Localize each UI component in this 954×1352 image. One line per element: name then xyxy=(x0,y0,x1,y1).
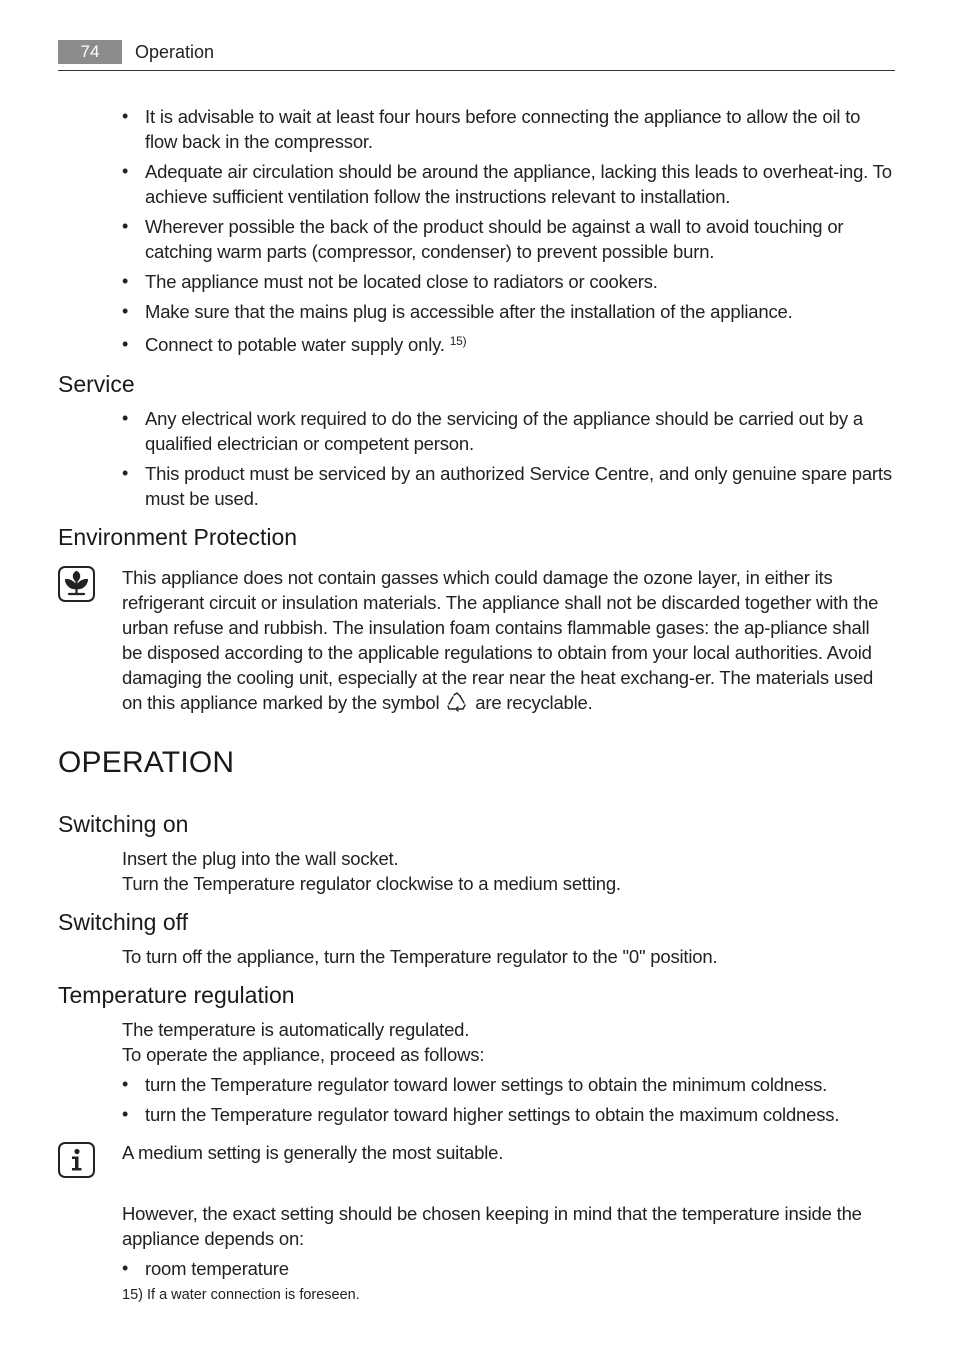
info-note-text: A medium setting is generally the most suitable. xyxy=(122,1142,504,1163)
recycle-icon xyxy=(446,692,468,712)
list-item xyxy=(122,332,897,357)
service-bullet-list xyxy=(122,406,897,516)
temperature-regulation-heading: Temperature regulation xyxy=(58,982,295,1008)
service-heading: Service xyxy=(58,371,135,397)
list-item: • Adequate air circulation should be around the appliance, lacking this leads to overheat-ing. To achieve sufficient ventilation follow the instructions relevant to installation. xyxy=(122,159,897,209)
list-item: • room temperature xyxy=(122,1256,897,1281)
temperature-line: To operate the appliance, proceed as follows: xyxy=(122,1044,485,1065)
switching-off-heading: Switching off xyxy=(58,909,188,935)
environment-heading: Environment Protection xyxy=(58,524,298,550)
installation-bullet-list xyxy=(122,104,897,362)
switching-off-text: To turn off the appliance, turn the Temperature regulator to the "0" position. xyxy=(122,946,718,967)
temperature-bullet-list xyxy=(122,1072,897,1132)
environment-icon xyxy=(58,566,95,602)
temperature-line: The temperature is automatically regulated. xyxy=(122,1019,470,1040)
list-item: • The appliance must not be located close to radiators or cookers. xyxy=(122,269,897,294)
switching-on-text xyxy=(122,846,894,896)
depends-bullet-list xyxy=(122,1256,897,1286)
list-item-text: Connect to potable water supply only. xyxy=(145,334,445,355)
list-item: • turn the Temperature regulator toward higher settings to obtain the maximum coldness. xyxy=(122,1102,897,1127)
switching-on-line: Turn the Temperature regulator clockwise to a medium setting. xyxy=(122,873,621,894)
list-item: • This product must be serviced by an authorized Service Centre, and only genuine spare parts must be used. xyxy=(122,461,897,511)
list-item: • Make sure that the mains plug is accessible after the installation of the appliance. xyxy=(122,299,897,324)
switching-on-heading: Switching on xyxy=(58,811,189,837)
list-item: • Wherever possible the back of the product should be against a wall to avoid touching or catching warm parts (compressor, condenser) to prevent possible burn. xyxy=(122,214,897,264)
header-section-name: Operation xyxy=(135,42,215,62)
operation-title: OPERATION xyxy=(58,746,235,779)
switching-on-line: Insert the plug into the wall socket. xyxy=(122,848,399,869)
environment-text: This appliance does not contain gasses which could damage the ozone layer, in either its refrigerant circuit or insulation materials. The appliance shall not be discarded together with the urban refuse and rubbish. The insulation foam contains flammable gases: the ap-pliance shall be disposed according to the applicable regulations to obtain from your local authorities. Avoid damaging the cooling unit, especially at the rear near the heat exchang-er. The materials used on this appliance marked by the symbol xyxy=(122,567,879,713)
page-header xyxy=(58,40,895,71)
list-item: • It is advisable to wait at least four hours before connecting the appliance to allow the oil to flow back in the compressor. xyxy=(122,104,897,154)
environment-paragraph xyxy=(122,565,894,715)
info-icon xyxy=(58,1142,95,1178)
environment-text-end: are recyclable. xyxy=(475,692,593,713)
temperature-regulation-text xyxy=(122,1017,894,1067)
list-item: • Any electrical work required to do the servicing of the appliance should be carried out by a qualified electrician or competent person. xyxy=(122,406,897,456)
page-number: 74 xyxy=(58,40,122,64)
footnote: 15) If a water connection is foreseen. xyxy=(122,1287,360,1303)
footnote-ref: 15) xyxy=(449,334,467,348)
however-text: However, the exact setting should be chosen keeping in mind that the temperature inside the appliance depends on: xyxy=(122,1203,862,1249)
list-item: • turn the Temperature regulator toward lower settings to obtain the minimum coldness. xyxy=(122,1072,897,1097)
